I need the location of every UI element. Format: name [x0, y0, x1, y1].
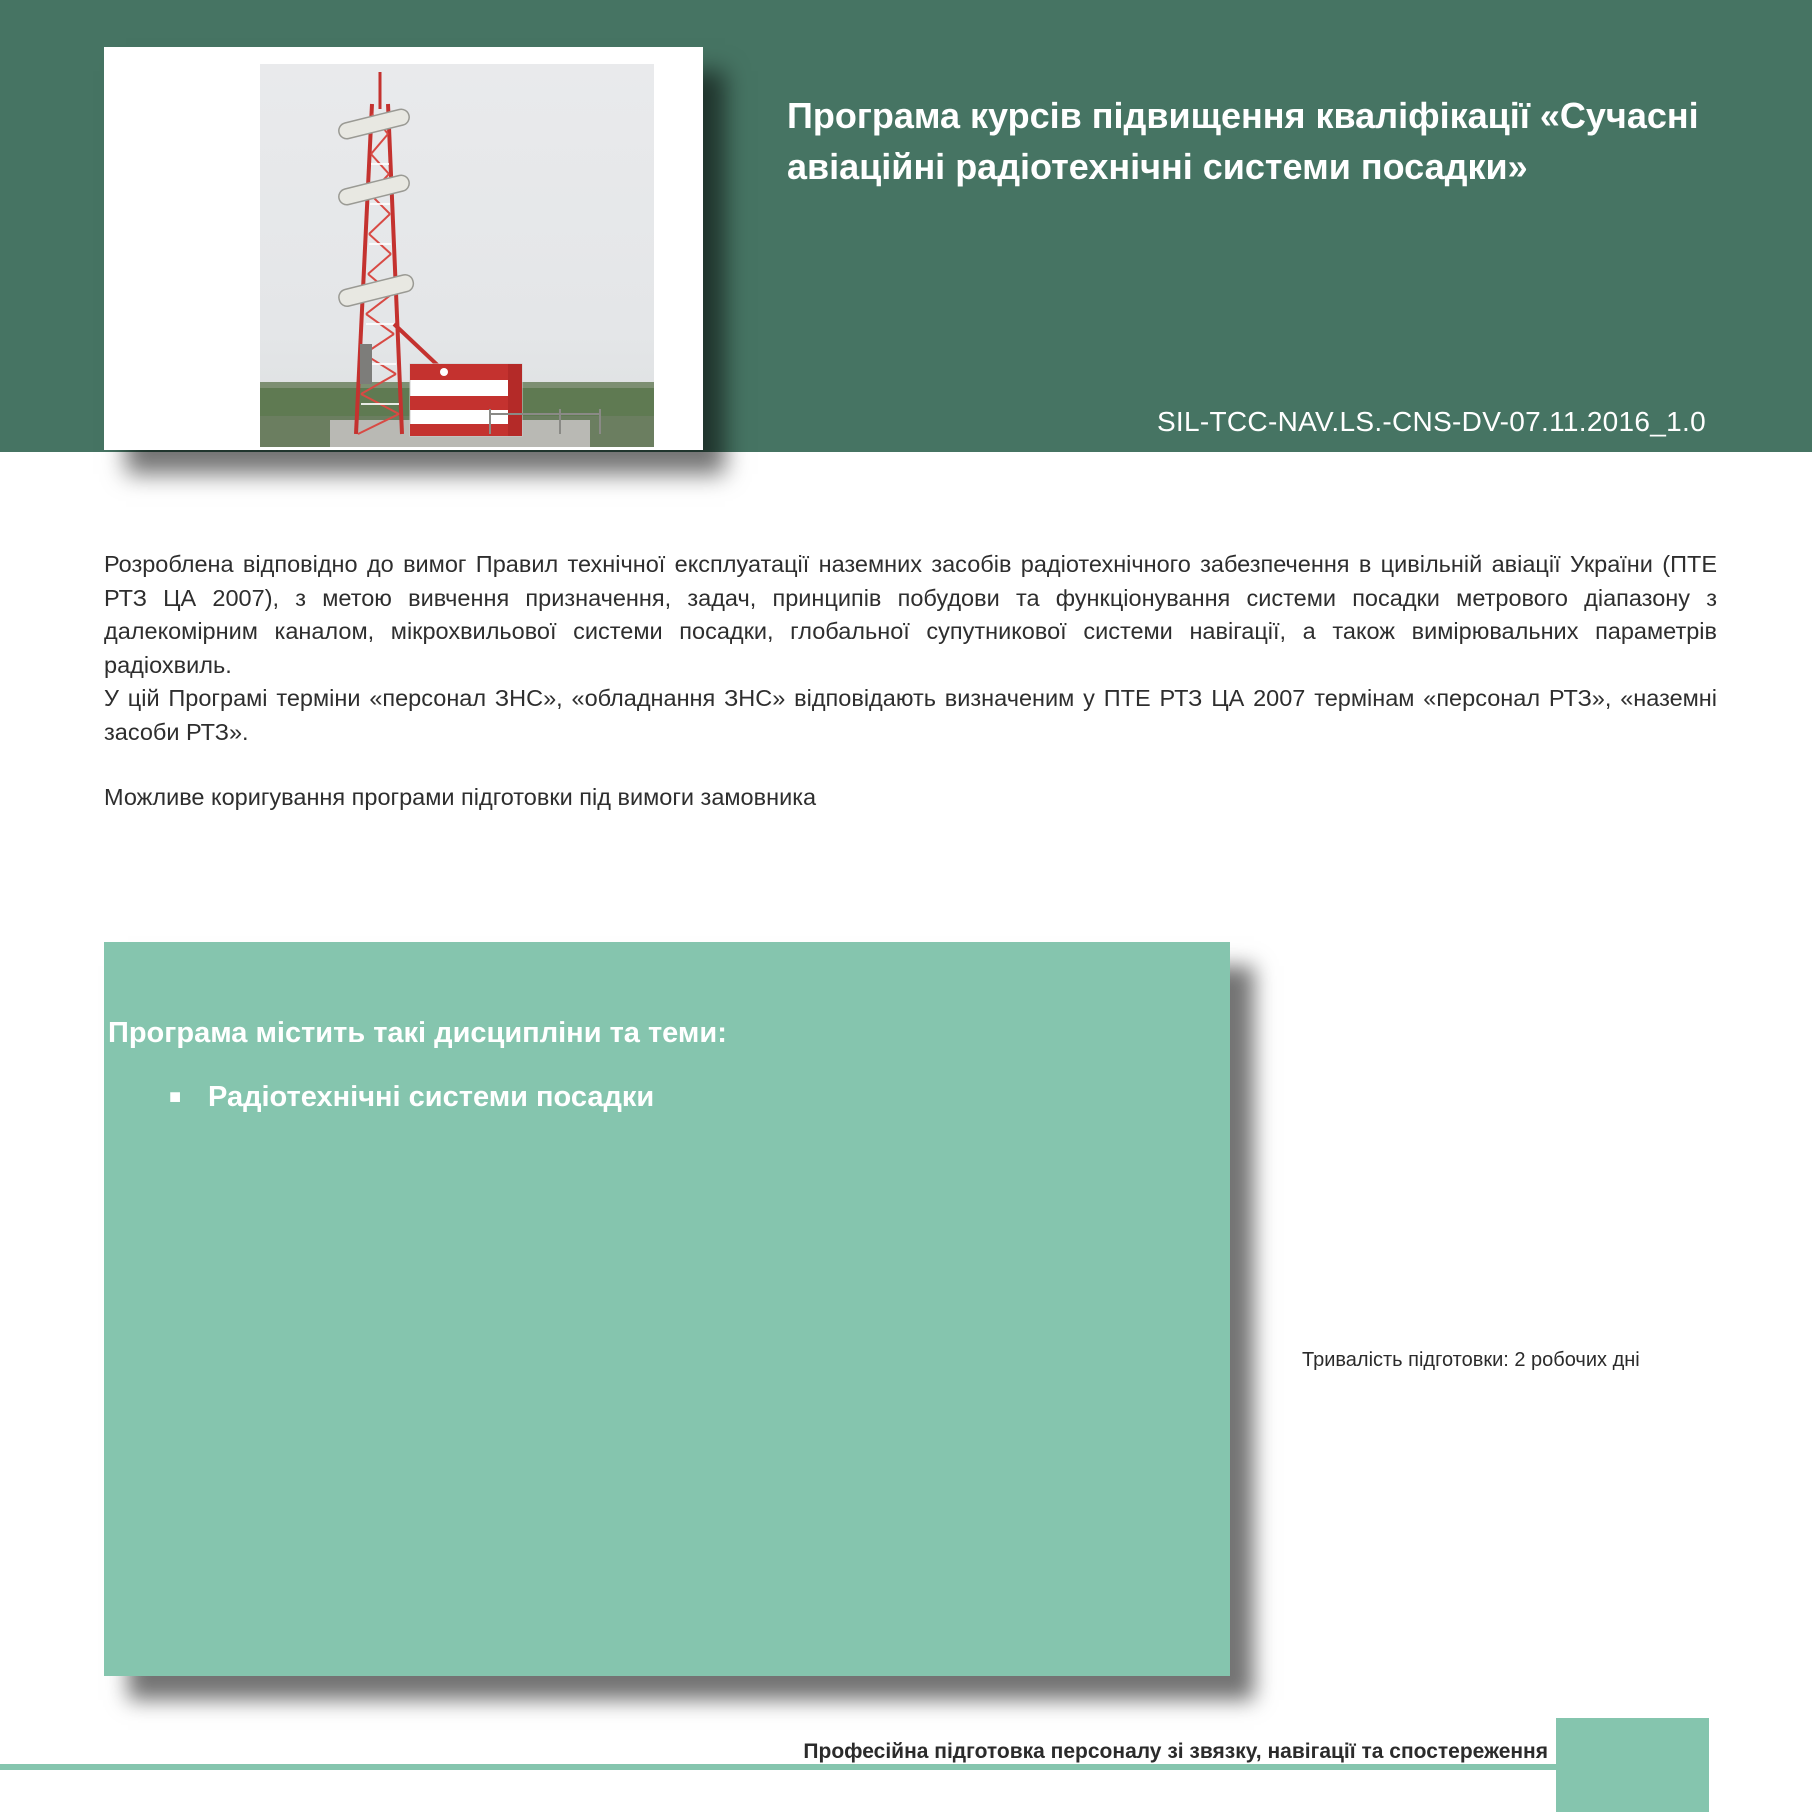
page-title: Програма курсів підвищення кваліфікації «Сучасні авіаційні радіотехнічні системи посадки» [787, 95, 1699, 187]
list-item [160, 1078, 654, 1116]
topic-label: Радіотехнічні системи посадки [208, 1081, 655, 1113]
square-bullet-icon: ■ [168, 1086, 182, 1108]
footer-caption: Професійна підготовка персоналу зі звязку, навігації та спостереження [803, 1740, 1548, 1763]
customization-note: Можливе коригування програми підготовки під вимоги замовника [104, 784, 817, 810]
tower-photo-card [104, 47, 703, 450]
terminology-paragraph: У цій Програмі терміни «персонал ЗНС», «обладнання ЗНС» відповідають визначеним у ПТЕ РТЗ ЦА 2007 термінам «персонал РТЗ», «наземні засоби РТЗ». [104, 685, 1717, 745]
intro-paragraph: Розроблена відповідно до вимог Правил технічної експлуатації наземних засобів радіотехнічного забезпечення в цивільній авіації України (ПТЕ РТЗ ЦА 2007), з метою вивчення призначення, задач, принципів побудови та функціонування системи посадки метрового діапазону з далекомірним каналом, мікрохвильової системи посадки, глобальної супутникової системи навігації, а також вимірювальних параметрів радіохвиль. [104, 551, 1717, 678]
program-topic-list [160, 1078, 654, 1116]
footer-accent-block [1556, 1718, 1709, 1812]
training-duration: Тривалість підготовки: 2 робочих дні [1302, 1349, 1640, 1371]
antenna-tower-photo [260, 64, 654, 447]
antenna-tower-illustration [260, 64, 654, 447]
program-contents-box [104, 942, 1230, 1676]
program-heading: Програма містить такі дисципліни та теми: [108, 1017, 727, 1049]
document-code: SIL-TCC-NAV.LS.-CNS-DV-07.11.2016_1.0 [1156, 406, 1706, 437]
intro-text [104, 548, 1717, 749]
